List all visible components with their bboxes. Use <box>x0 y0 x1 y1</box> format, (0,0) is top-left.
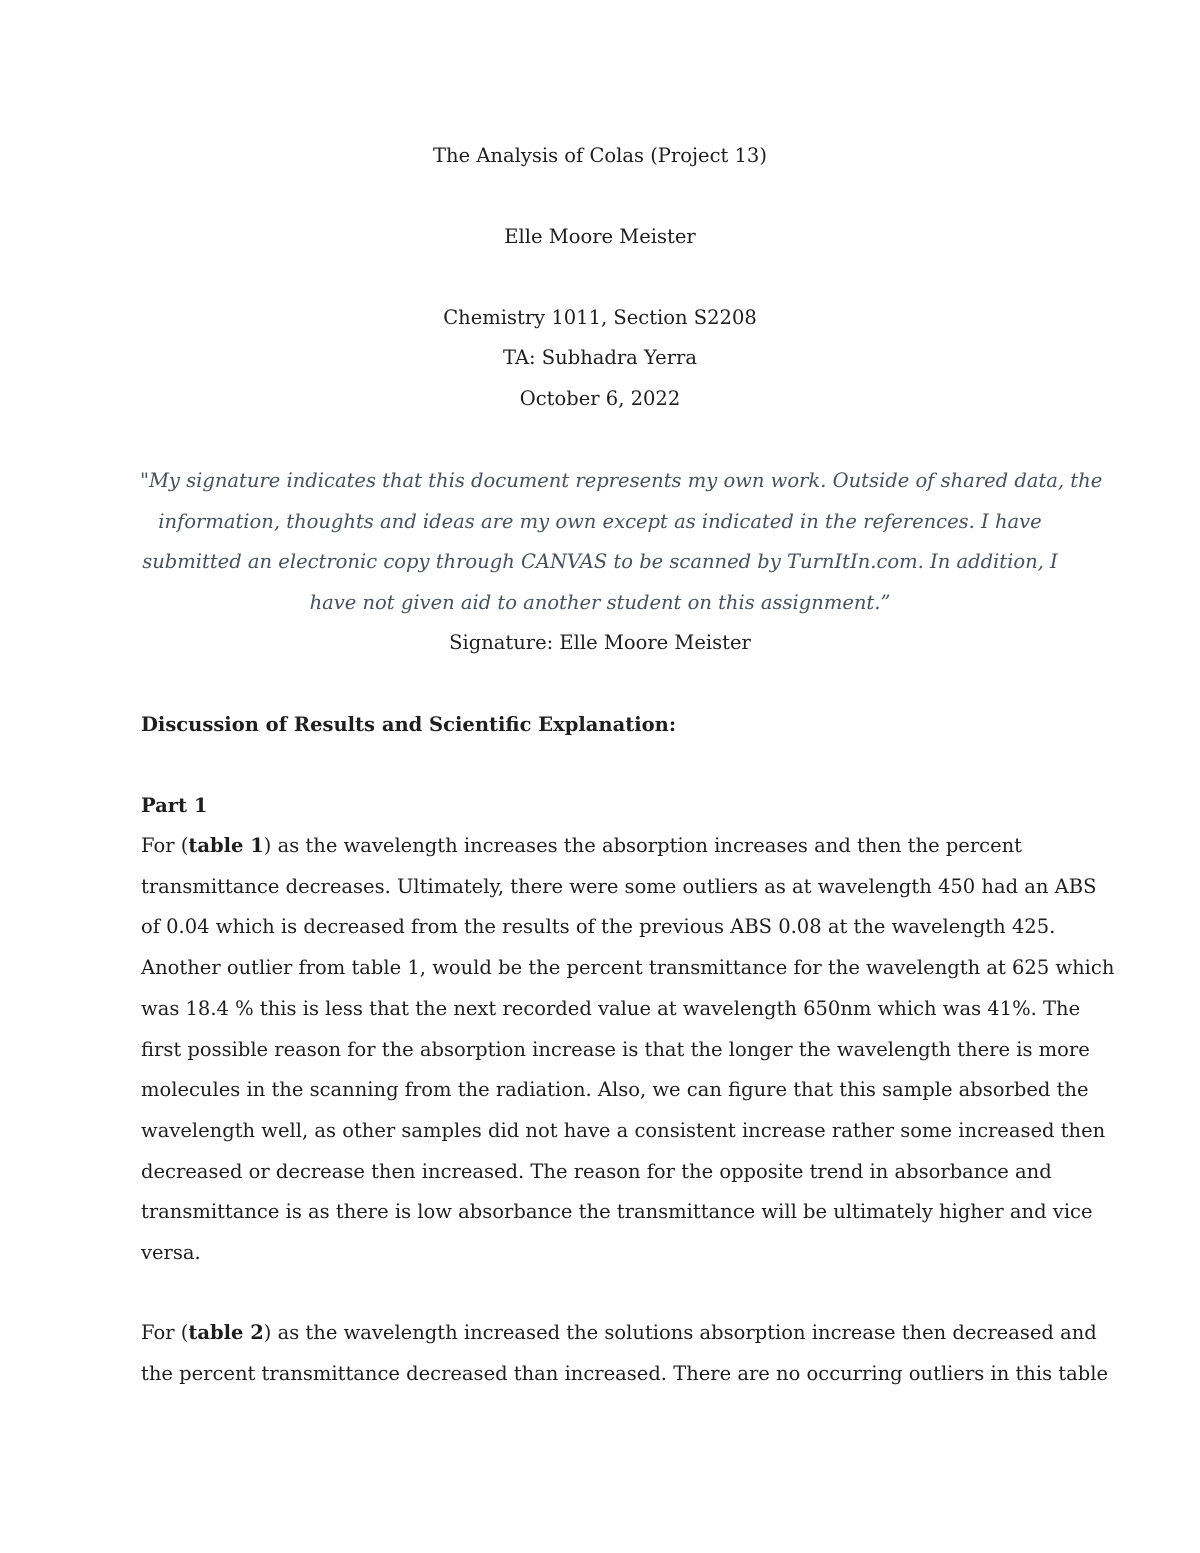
signature-line: Signature: Elle Moore Meister <box>449 631 751 654</box>
honor-statement-line: submitted an electronic copy through CANVAS to be scanned by TurnItIn.com. In addition, I <box>142 550 1058 574</box>
paragraph-line: the percent transmittance decreased than increased. There are no occurring outliers in this table <box>141 1361 1109 1385</box>
paragraph-line: For (table 2) as the wavelength increased the solutions absorption increase then decreased and <box>141 1321 1097 1344</box>
section-heading: Discussion of Results and Scientific Explanation: <box>141 713 677 736</box>
paragraph-2 <box>141 1313 1109 1394</box>
honor-statement-line: "My signature indicates that this document represents my own work. Outside of shared data, the <box>140 469 1103 492</box>
table-reference: table 1 <box>188 834 264 857</box>
honor-statement <box>140 461 1103 624</box>
table-reference: table 2 <box>188 1321 264 1344</box>
honor-statement-line: information, thoughts and ideas are my own except as indicated in the references. I have <box>158 509 1042 533</box>
document-date: October 6, 2022 <box>519 387 681 410</box>
honor-statement-line: have not given aid to another student on this assignment.” <box>309 591 891 615</box>
ta-name: TA: Subhadra Yerra <box>503 346 697 369</box>
paragraph-line: Another outlier from table 1, would be the percent transmittance for the wavelength at 625 which <box>141 956 1115 980</box>
document-title: The Analysis of Colas (Project 13) <box>433 144 767 167</box>
author-name: Elle Moore Meister <box>504 225 696 248</box>
paragraph-line: wavelength well, as other samples did not have a consistent increase rather some increased then <box>141 1118 1106 1142</box>
paragraph-line: transmittance is as there is low absorbance the transmittance will be ultimately higher and vice <box>141 1200 1093 1224</box>
paragraph-line: was 18.4 % this is less that the next recorded value at wavelength 650nm which was 41%. The <box>141 996 1081 1020</box>
paragraph-line: of 0.04 which is decreased from the results of the previous ABS 0.08 at the wavelength 425. <box>141 915 1056 939</box>
paragraph-1 <box>141 826 1115 1274</box>
paragraph-line: transmittance decreases. Ultimately, there were some outliers as at wavelength 450 had an ABS <box>141 874 1097 898</box>
part-heading: Part 1 <box>141 794 208 817</box>
paragraph-line: molecules in the scanning from the radiation. Also, we can figure that this sample absorbed the <box>141 1078 1089 1102</box>
course-info: Chemistry 1011, Section S2208 <box>443 306 757 329</box>
paragraph-line: versa. <box>141 1241 201 1265</box>
paragraph-line: first possible reason for the absorption increase is that the longer the wavelength there is more <box>141 1037 1090 1061</box>
paragraph-line: decreased or decrease then increased. The reason for the opposite trend in absorbance and <box>141 1159 1052 1183</box>
paragraph-line: For (table 1) as the wavelength increases the absorption increases and then the percent <box>141 834 1023 857</box>
